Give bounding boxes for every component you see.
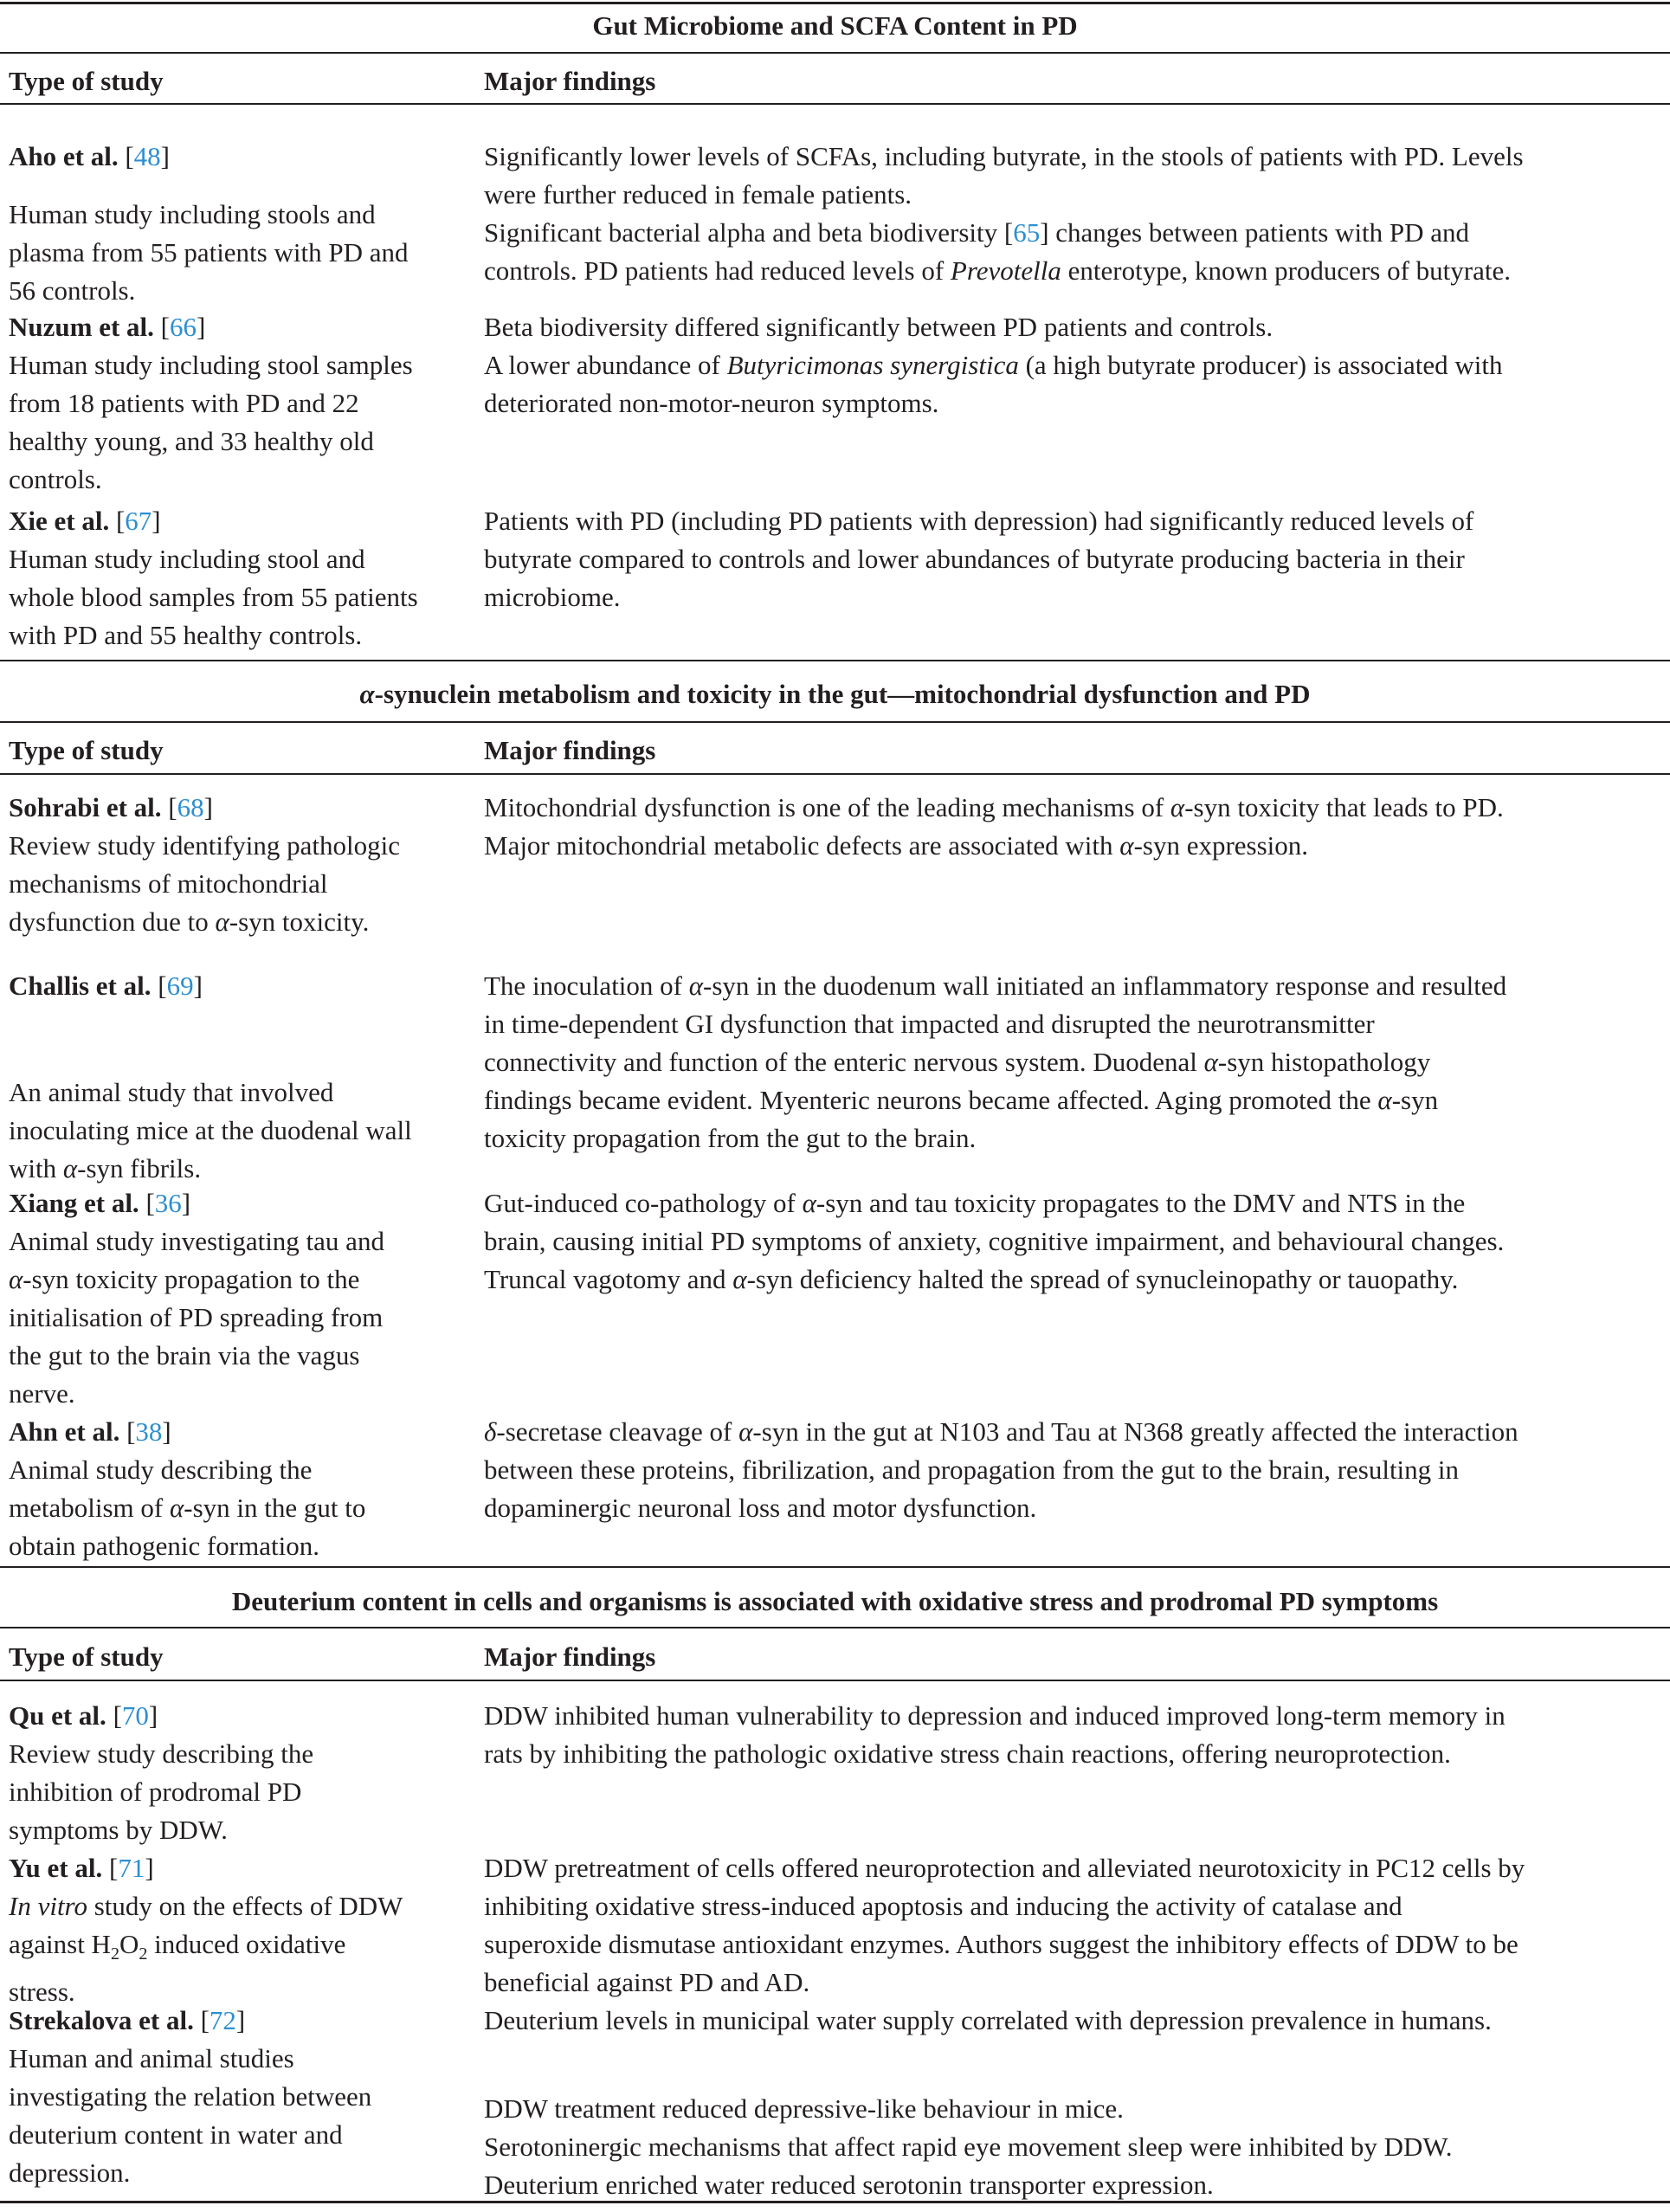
study-cell: Xiang et al. [36] Animal study investigating tau and α-syn toxicity propagation to the initialisation of PD spreading from the gut to the brain via the vagus nerve. (9, 1188, 384, 1409)
bottom-rule (0, 2201, 1670, 2203)
column-header-type: Type of study (9, 66, 164, 96)
study-cell: Ahn et al. [38] Animal study describing the metabolism of α-syn in the gut to obtain pathogenic formation. (9, 1416, 366, 1561)
reference-link[interactable]: 36 (154, 1188, 182, 1218)
divider (0, 721, 1670, 723)
column-header-findings: Major findings (484, 735, 656, 765)
author-name: Challis et al. (9, 971, 152, 1001)
findings-cell: DDW inhibited human vulnerability to depression and induced improved long-term memory in rats by inhibiting the pathologic oxidative stress chain reactions, offering neuroprotection. (484, 1700, 1506, 1769)
reference-link[interactable]: 69 (166, 971, 194, 1001)
column-header-findings: Major findings (484, 1641, 656, 1672)
section-title: Gut Microbiome and SCFA Content in PD (592, 10, 1078, 41)
reference-link[interactable]: 65 (1013, 217, 1041, 248)
section-title: Deuterium content in cells and organisms is associated with oxidative stress and prodromal PD symptoms (231, 1586, 1439, 1616)
findings-cell: The inoculation of α-syn in the duodenum wall initiated an inflammatory response and resulted in time-dependent GI dysfunction that impacted and disrupted the neurotransmitter connectivity and function of the enteric nervous system. Duodenal α-syn histopathology findings became evident. Myenteric neurons became affected. Aging promoted the α-syn toxicity propagation from the gut to the brain. (484, 971, 1507, 1153)
section-title: α-synuclein metabolism and toxicity in the gut—mitochondrial dysfunction and PD (359, 679, 1311, 709)
reference-link[interactable]: 72 (209, 2005, 236, 2035)
author-name: Xie et al. (9, 506, 110, 536)
findings-cell: Gut-induced co-pathology of α-syn and tau toxicity propagates to the DMV and NTS in the brain, causing initial PD symptoms of anxiety, cognitive impairment, and behavioural changes. Truncal vagotomy and α-syn deficiency halted the spread of synucleinopathy or tauopathy. (484, 1188, 1505, 1294)
findings-cell: DDW pretreatment of cells offered neuroprotection and alleviated neurotoxicity in PC12 cells by inhibiting oxidative stress-induced apoptosis and inducing the activity of catalase and superoxide dismutase antioxidant enzymes. Authors suggest the inhibitory effects of DDW to be beneficial against PD and AD. (484, 1853, 1525, 1997)
divider (0, 1566, 1670, 1568)
column-header-type: Type of study (9, 1641, 164, 1672)
study-cell: Strekalova et al. [72] Human and animal studies investigating the relation between deuterium content in water and depression. (9, 2005, 372, 2188)
findings-cell: DDW treatment reduced depressive-like behaviour in mice. Serotoninergic mechanisms that affect rapid eye movement sleep were inhibited by DDW. Deuterium enriched water reduced serotonin transporter expression. (484, 2093, 1453, 2200)
author-name: Aho et al. (9, 141, 119, 171)
author-name: Sohrabi et al. (9, 792, 162, 822)
study-description: An animal study that involved inoculating mice at the duodenal wall with α-syn fibrils. (9, 1077, 412, 1183)
reference-link[interactable]: 68 (177, 792, 204, 822)
divider (0, 1627, 1670, 1628)
reference-link[interactable]: 66 (169, 312, 197, 342)
author-name: Strekalova et al. (9, 2005, 194, 2035)
study-cell: Qu et al. [70] Review study describing the inhibition of prodromal PD symptoms by DDW. (9, 1700, 314, 1845)
study-cell: Challis et al. [69] (9, 971, 203, 1001)
author-name: Nuzum et al. (9, 312, 154, 342)
top-rule (0, 2, 1670, 4)
divider (0, 1680, 1670, 1681)
author-name: Xiang et al. (9, 1188, 139, 1218)
findings-cell: Significantly lower levels of SCFAs, including butyrate, in the stools of patients with PD. Levels were further reduced in female patients. Significant bacterial alpha and beta biodiversity [65] changes between patients with PD and controls. PD patients had reduced levels of Prevotella enterotype, known producers of butyrate. (484, 141, 1524, 286)
reference-link[interactable]: 67 (125, 506, 152, 536)
column-header-type: Type of study (9, 735, 164, 765)
study-cell: Xie et al. [67] Human study including stool and whole blood samples from 55 patients with PD and 55 healthy controls. (9, 506, 418, 650)
reference-link[interactable]: 48 (133, 141, 161, 171)
study-cell: Yu et al. [71] In vitro study on the effects of DDW against $H_2O_2$ induced oxidative stress. (9, 1853, 403, 2008)
divider (0, 52, 1670, 54)
findings-cell: Patients with PD (including PD patients with depression) had significantly reduced levels of butyrate compared to controls and lower abundances of butyrate producing bacteria in their microbiome. (484, 506, 1474, 612)
author-name: Qu et al. (9, 1700, 106, 1731)
author-name: Ahn et al. (9, 1416, 120, 1447)
study-description: Human study including stools and plasma from 55 patients with PD and 56 controls. (9, 199, 409, 306)
findings-cell: Deuterium levels in municipal water supply correlated with depression prevalence in humans. (484, 2005, 1492, 2035)
study-cell: Sohrabi et al. [68] Review study identifying pathologic mechanisms of mitochondrial dysfunction due to α-syn toxicity. (9, 792, 401, 937)
reference-link[interactable]: 70 (121, 1700, 149, 1731)
divider (0, 773, 1670, 775)
study-cell: Nuzum et al. [66] Human study including stool samples from 18 patients with PD and 22 healthy young, and 33 healthy old controls. (9, 312, 413, 494)
column-header-findings: Major findings (484, 66, 656, 96)
reference-link[interactable]: 38 (135, 1416, 163, 1447)
study-cell: Aho et al. [48] (9, 141, 170, 171)
findings-cell: Beta biodiversity differed significantly between PD patients and controls. A lower abundance of Butyricimonas synergistica (a high butyrate producer) is associated with deteriorated non-motor-neuron symptoms. (484, 312, 1503, 418)
findings-cell: δ-secretase cleavage of α-syn in the gut at N103 and Tau at N368 greatly affected the interaction between these proteins, fibrilization, and propagation from the gut to the brain, resulting in dopaminergic neuronal loss and motor dysfunction. (484, 1416, 1518, 1523)
findings-cell: Mitochondrial dysfunction is one of the leading mechanisms of α-syn toxicity that leads to PD. Major mitochondrial metabolic defects are associated with α-syn expression. (484, 792, 1504, 861)
reference-link[interactable]: 71 (118, 1853, 145, 1883)
divider (0, 660, 1670, 661)
divider (0, 103, 1670, 105)
author-name: Yu et al. (9, 1853, 103, 1883)
